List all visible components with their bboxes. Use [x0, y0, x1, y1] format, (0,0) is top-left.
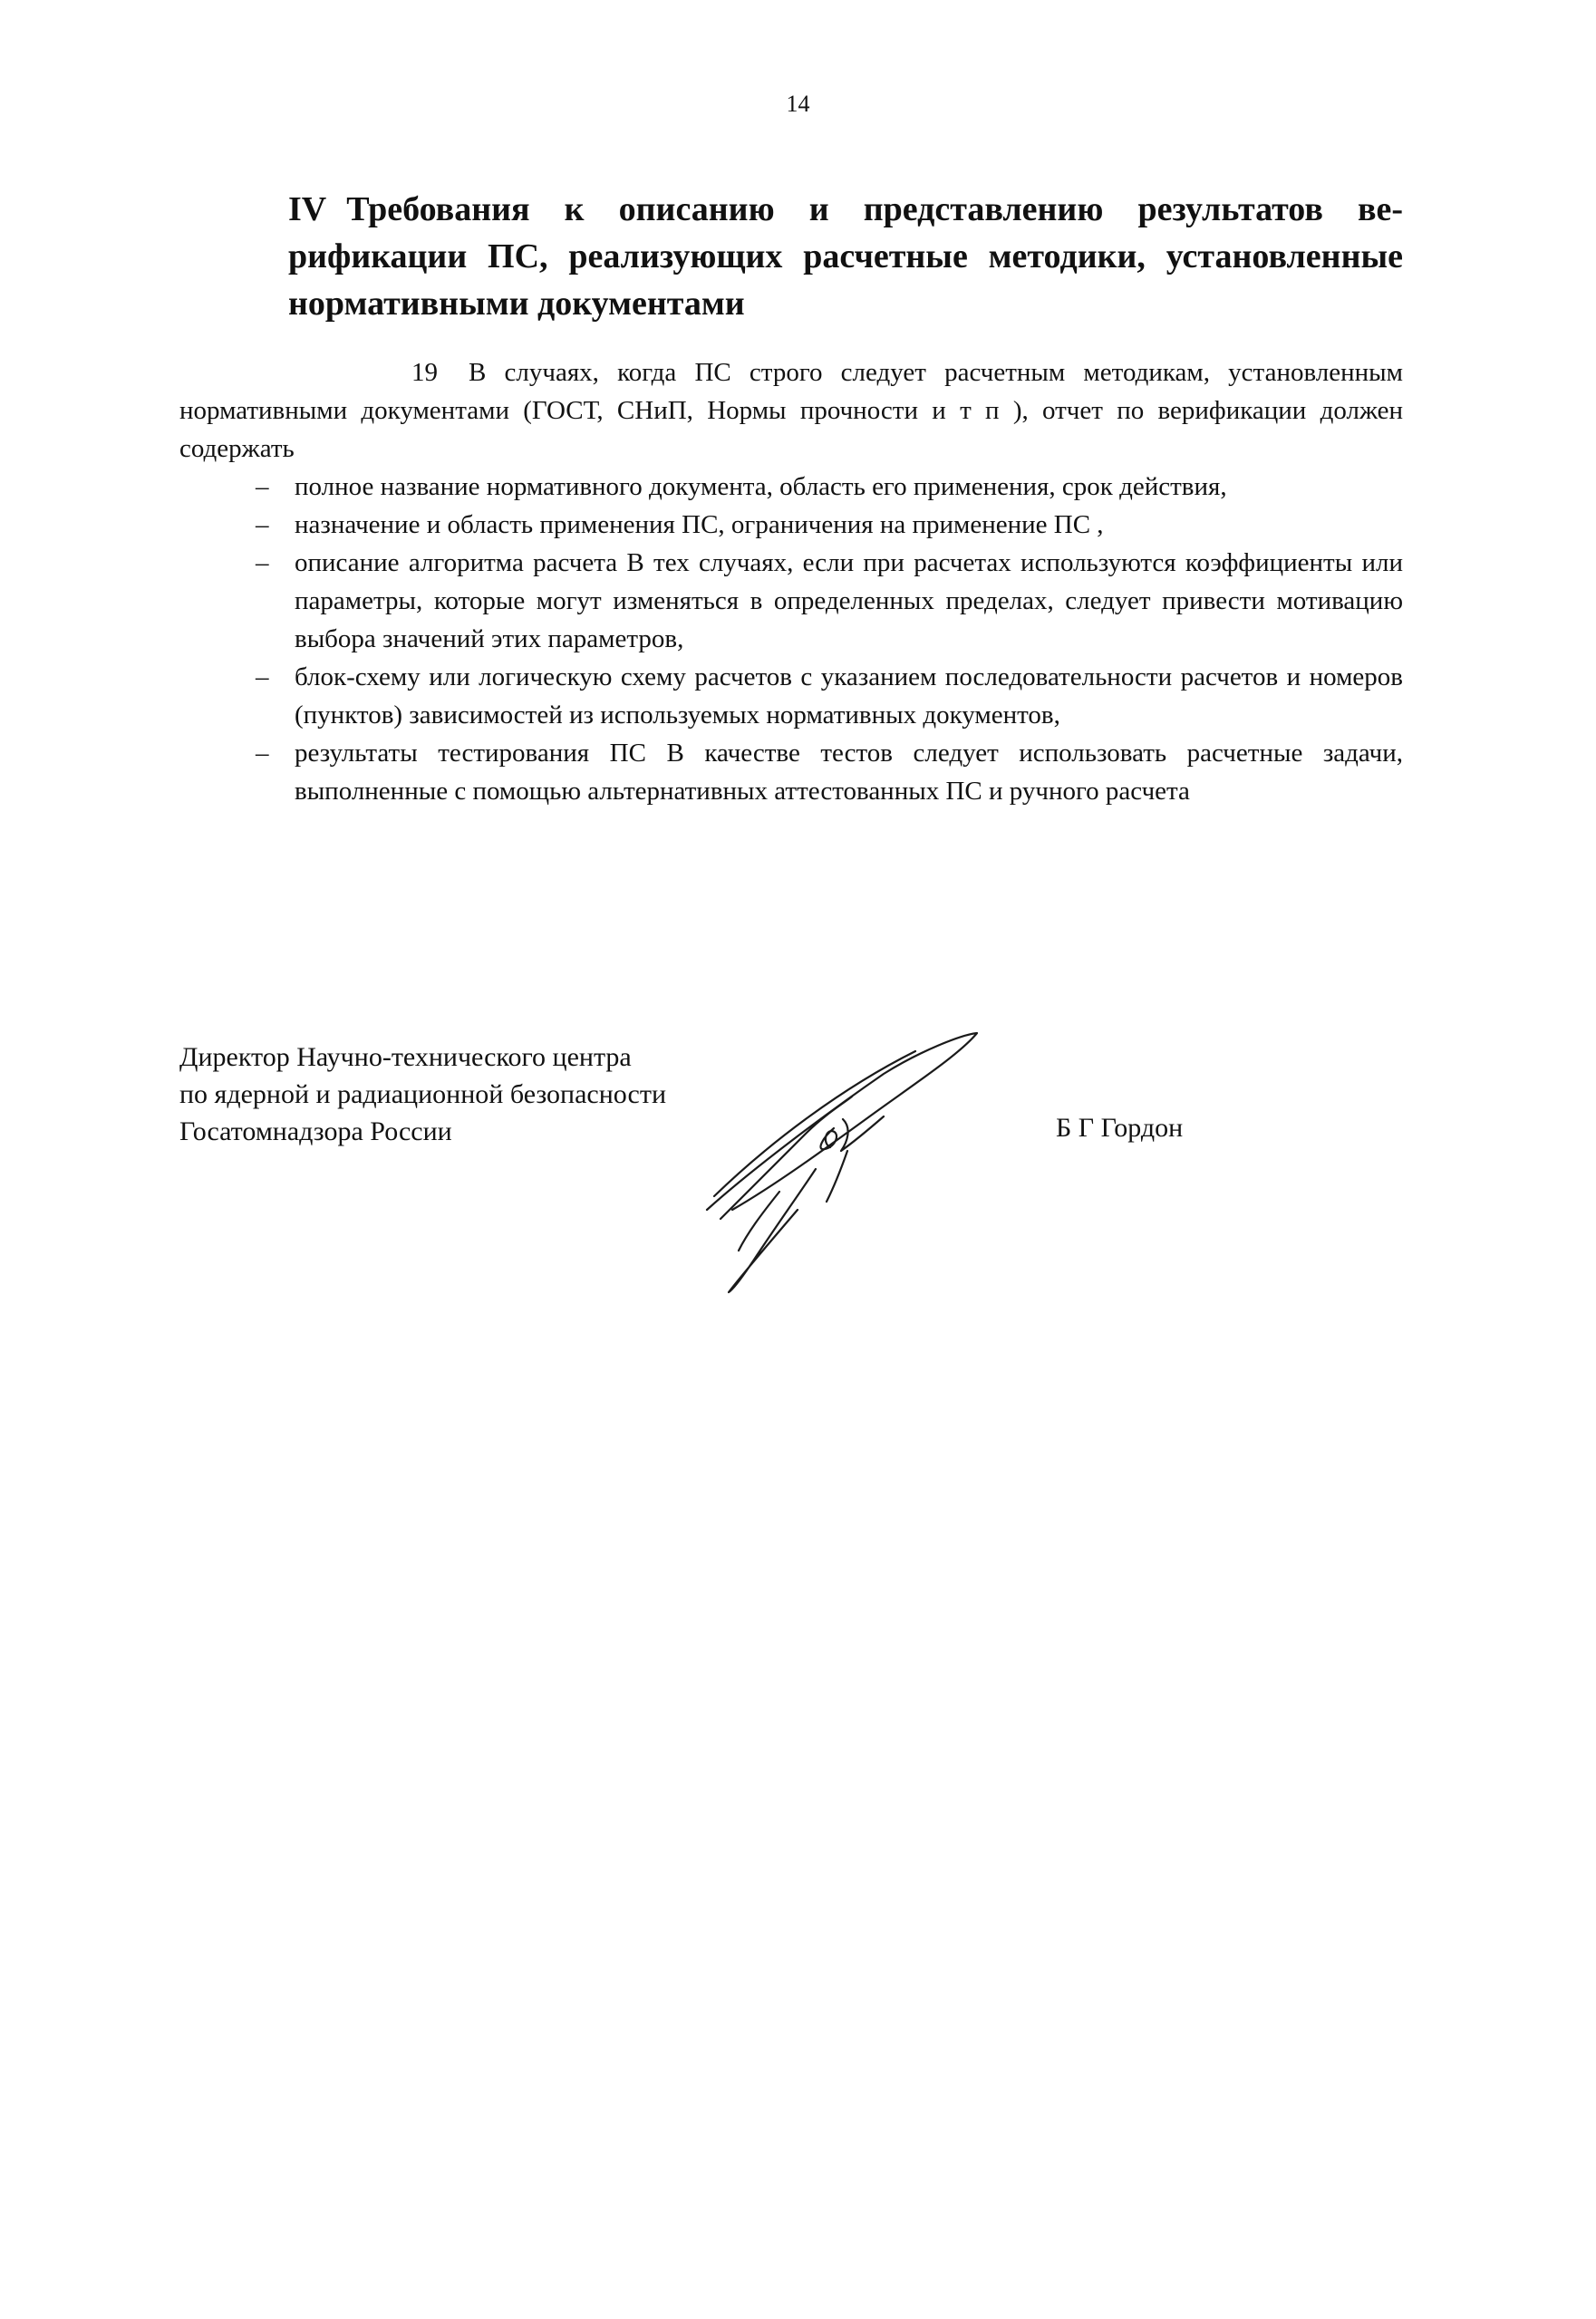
body-text [179, 353, 1403, 810]
dash-marker: – [256, 472, 269, 501]
heading-text-1: Требования к описанию и представлению результатов ве- [346, 190, 1403, 228]
list-item-text: описание алгоритма расчета В тех случаях, если при расчетах используются коэффициенты или параметры, которые могут изменяться в определенных пределах, следует привести мотивацию выбора значений этих параметров, [295, 548, 1403, 653]
paragraph-number: 19 [411, 358, 438, 387]
list-item-text: результаты тестирования ПС В качестве тестов следует использовать расчетные задачи, выполненные с помощью альтернативных аттестованных ПС и ручного расчета [295, 739, 1403, 806]
list-item [179, 658, 1403, 734]
dash-marker: – [256, 662, 269, 691]
paragraph-text: В случаях, когда ПС строго следует расчетным методикам, установленным нормативными документами (ГОСТ, СНиП, Нормы прочности и т п ), отчет по верификации должен содержать [179, 358, 1403, 463]
list-item [179, 544, 1403, 658]
list-item [179, 468, 1403, 506]
signer-name: Б Г Гордон [1056, 1113, 1184, 1143]
list-item-text: блок-схему или логическую схему расчетов с указанием последовательности расчетов и номеров (пунктов) зависимостей из используемых нормативных документов, [295, 662, 1403, 730]
list-item-text: назначение и область применения ПС, ограничения на применение ПС , [295, 510, 1104, 539]
signatory-title [179, 1039, 666, 1150]
heading-line-2: рификации ПС, реализующих расчетные методики, установленные [288, 237, 1403, 275]
signatory-title-line: Госатомнадзора России [179, 1116, 452, 1146]
heading-line-3: нормативными документами [288, 285, 745, 323]
signatory-title-line: Директор Научно-технического центра [179, 1042, 632, 1072]
requirements-list [179, 468, 1403, 810]
heading-line-1 [288, 186, 1403, 233]
dash-marker: – [256, 739, 269, 768]
page-number: 14 [786, 91, 810, 117]
handwritten-signature [689, 1024, 997, 1296]
list-item [179, 734, 1403, 810]
paragraph-19 [179, 353, 1403, 468]
dash-marker: – [256, 510, 269, 539]
list-item [179, 506, 1403, 544]
list-item-text: полное название нормативного документа, область его применения, срок действия, [295, 472, 1227, 501]
heading-number: IV [288, 190, 327, 228]
signatory-title-line: по ядерной и радиационной безопасности [179, 1079, 667, 1109]
section-heading [288, 186, 1403, 327]
dash-marker: – [256, 548, 269, 577]
